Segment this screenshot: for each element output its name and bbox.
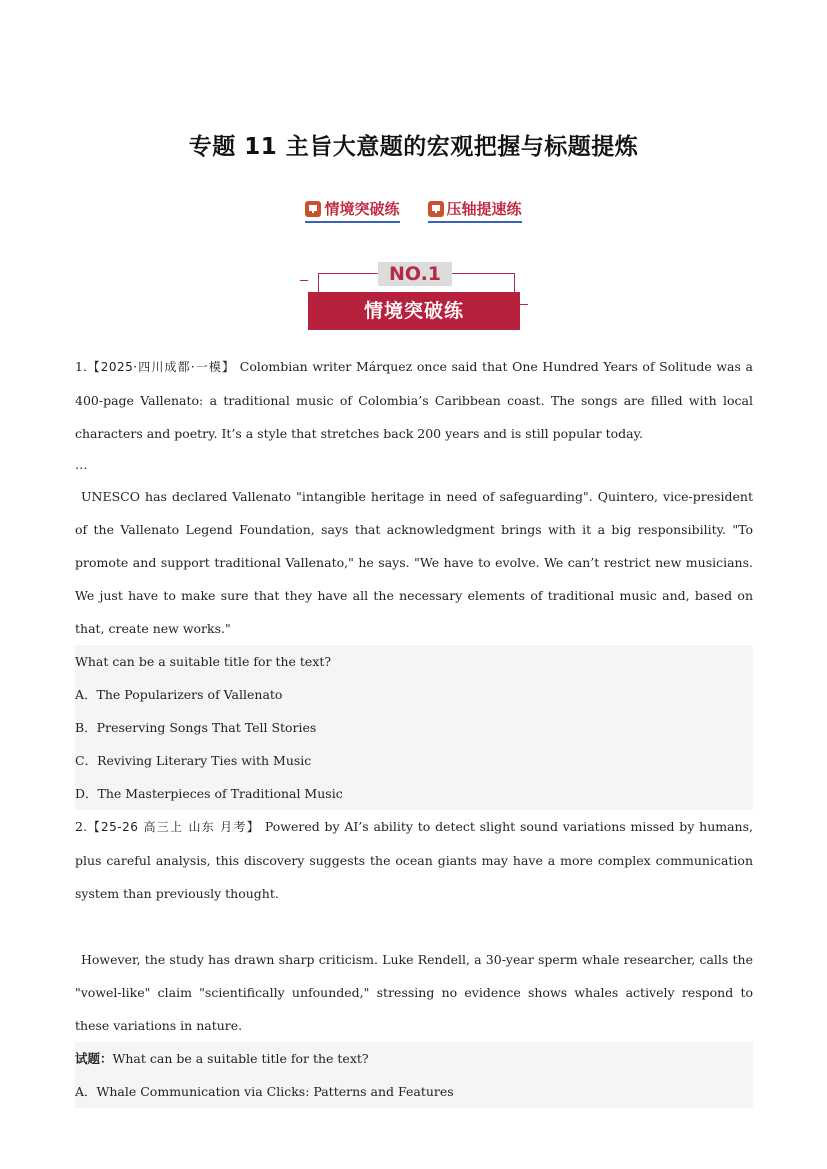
question-source: 【2025·四川成都·一模】 [86, 360, 236, 374]
question-content [75, 350, 753, 1108]
page-title: 专题 11 主旨大意题的宏观把握与标题提炼 [188, 134, 639, 160]
question-2-passage [75, 810, 753, 910]
document-icon [428, 201, 444, 217]
option-a: A．The Popularizers of Vallenato [75, 687, 283, 702]
nav-link-label: 情境突破练 [324, 200, 400, 218]
passage-paragraph: However, the study has drawn sharp criticism. Luke Rendell, a 30-year sperm whale researcher, calls the "vowel-like" claim "scientifically unfounded," stressing no evidence shows whales actively respond to these variations in nature. [75, 952, 753, 1033]
question-line [75, 1042, 753, 1075]
option-b: B．Preserving Songs That Tell Stories [75, 720, 317, 735]
document-icon [305, 201, 321, 217]
question-number: 2. [75, 819, 87, 834]
question-2-prompt [75, 1042, 753, 1108]
question-number: 1. [75, 359, 87, 374]
passage-text: Colombian writer Márquez once said that One Hundred Years of Solitude was a 400-page Vallenato: a traditional music of Colombia’s Caribbean coast. The songs are filled with local characters and poetry. It’s a style that stretches back 200 years and is still popular today. [75, 359, 753, 441]
section-nav [0, 198, 827, 223]
passage-paragraph: UNESCO has declared Vallenato "intangible heritage in need of safeguarding". Quintero, vice-president of the Vallenato Legend Foundation, says that acknowledgment brings with it a big responsibility. "To promote and support traditional Vallenato," he says. "We have to evolve. We can’t restrict new musicians. We just have to make sure that they have all the necessary elements of traditional music and, based on that, create new works." [75, 489, 753, 636]
question-text: What can be a suitable title for the text? [112, 1051, 369, 1066]
nav-link-situation-practice[interactable] [305, 198, 399, 223]
passage-text: Powered by AI’s ability to detect slight sound variations missed by humans, plus careful analysis, this discovery suggests the ocean giants may have a more complex communication system than previously thought. [75, 819, 753, 901]
section-banner [300, 262, 530, 334]
section-number: NO.1 [378, 262, 452, 286]
question-1-prompt [75, 645, 753, 810]
nav-link-speed-practice[interactable] [428, 198, 522, 223]
blank-line [75, 910, 753, 943]
nav-link-label: 压轴提速练 [446, 200, 522, 218]
option-a: A．Whale Communication via Clicks: Patterns and Features [75, 1084, 454, 1099]
ellipsis: … [75, 457, 88, 472]
question-1-passage [75, 350, 753, 450]
section-name: 情境突破练 [308, 292, 520, 330]
question-label: 试题： [75, 1051, 113, 1066]
question-text: What can be a suitable title for the text? [75, 654, 332, 669]
option-d: D．The Masterpieces of Traditional Music [75, 786, 343, 801]
option-c: C．Reviving Literary Ties with Music [75, 753, 312, 768]
question-source: 【25-26 高三上 山东 月考】 [86, 820, 261, 834]
